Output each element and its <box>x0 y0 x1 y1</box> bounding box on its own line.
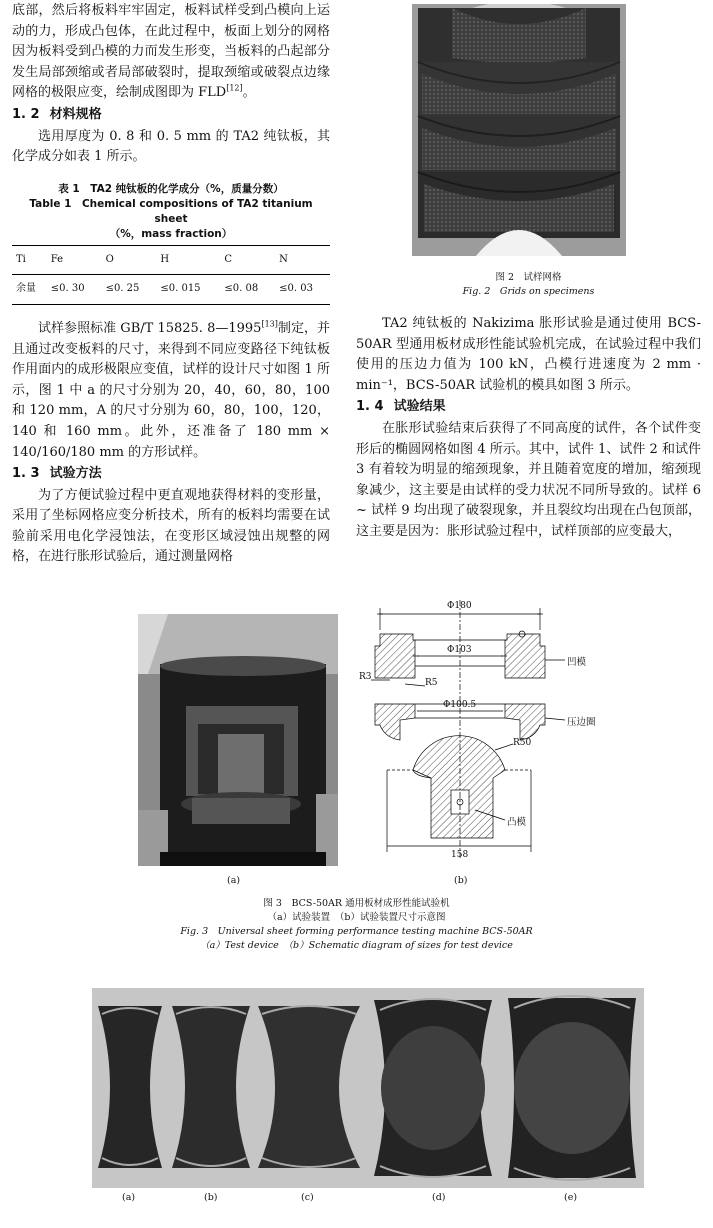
dim-r5: R5 <box>425 678 438 688</box>
figure-3-caption-cn: 图 3 BCS-50AR 通用板材成形性能试验机 <box>263 898 450 909</box>
figure-3b-label: (b) <box>454 875 468 886</box>
method-paragraph: 为了方便试验过程中更直观地获得材料的变形量，采用了坐标网格应变分析技术，所有的板料均需要在试验前采用电化学浸蚀法，在变形区域浸蚀出规整的网格，在进行胀形试验后，通过测量网格 <box>12 487 330 565</box>
figure-3-caption-en: Fig. 3 Universal sheet forming performance testing machine BCS-50AR <box>180 926 533 937</box>
label-die: 凹模 <box>567 657 587 668</box>
figure-3-caption-en-sub: （a）Test device （b）Schematic diagram of sizes for test device <box>200 940 513 951</box>
label-punch: 凸模 <box>507 817 527 828</box>
val-fe: ≤0. 30 <box>47 275 102 305</box>
figure-4-label-b: (b) <box>204 1192 218 1203</box>
figure-3a-label: (a) <box>227 875 241 886</box>
test-device-photo <box>138 614 338 866</box>
val-c: ≤0. 08 <box>220 275 275 305</box>
material-paragraph: 选用厚度为 0. 8 和 0. 5 mm 的 TA2 纯钛板，其化学成分如表 1 所示。 <box>12 128 330 165</box>
section-1-4-heading: 1. 4 试验结果 <box>356 399 446 415</box>
val-n: ≤0. 03 <box>275 275 330 305</box>
nakazima-paragraph: TA2 纯钛板的 Nakizima 胀形试验是通过使用 BCS-50AR 型通用板材成形性能试验机完成，在试验过程中我们使用的压边力值为 100 kN，凸模行进速度为 2 mm · min⁻¹，BCS-50AR 试验机的模具如图 3 所示。 <box>356 316 701 393</box>
table-row <box>12 275 330 305</box>
specimens-photo <box>92 988 644 1188</box>
figure-3a-photo <box>138 614 338 866</box>
table-header-row <box>12 245 330 275</box>
figure-4-label-d: (d) <box>432 1192 446 1203</box>
figure-4-label-a: (a) <box>122 1192 136 1203</box>
figure-2-caption <box>356 271 701 299</box>
col-ti: Ti <box>12 245 47 275</box>
figure-3-caption <box>0 897 713 953</box>
figure-2-caption-en: Fig. 2 Grids on specimens <box>462 286 595 297</box>
figure-4-photo <box>92 988 644 1188</box>
chem-table <box>12 245 330 305</box>
dim-158: 158 <box>451 850 469 860</box>
val-o: ≤0. 25 <box>102 275 157 305</box>
section-1-2-heading: 1. 2 材料规格 <box>12 106 102 122</box>
results-paragraph: 在胀形试验结束后获得了不同高度的试件，各个试件变形后的椭圆网格如图 4 所示。其中，试件 1、试件 2 和试件 3 有着较为明显的缩颈现象，并且随着宽度的增加，缩颈现象减少，这主要是由试样的受力状况不同所导致的。试样 6 ~ 试样 9 均出现了破裂现象，并且裂纹均出现在凸包顶部，这主要是因为：胀形试验过程中，试样顶部的应变最大， <box>356 420 701 539</box>
dim-r3: R3 <box>359 672 372 682</box>
left-column <box>12 1 330 568</box>
figure-3b-diagram <box>355 600 605 865</box>
table-1-title-en2: （%，mass fraction） <box>109 227 233 240</box>
dim-phi100-5: Φ100.5 <box>443 700 477 710</box>
val-ti: 余量 <box>12 275 47 305</box>
table-1-title-en: Table 1 Chemical compositions of TA2 titanium sheet <box>29 197 313 225</box>
right-column <box>356 314 701 543</box>
dim-phi103: Φ103 <box>447 645 472 655</box>
dim-r50: R50 <box>513 738 532 748</box>
col-fe: Fe <box>47 245 102 275</box>
col-c: C <box>220 245 275 275</box>
figure-2 <box>412 4 626 256</box>
col-n: N <box>275 245 330 275</box>
schematic-diagram <box>355 600 605 865</box>
figure-4-label-e: (e) <box>564 1192 578 1203</box>
intro-paragraph: 底部，然后将板料牢牢固定，板料试样受到凸模向上运动的力，形成凸包体，在此过程中，板面上划分的网格因为板料受到凸模的力而发生形变，当板料的凸起部分发生局部颈缩或者局部破裂时，提取颈缩或破裂点边缘网格的极限应变，绘制成图即为 FLD[12]。 <box>12 3 330 101</box>
section-1-3-heading: 1. 3 试验方法 <box>12 466 102 482</box>
label-blank-holder: 压边圈 <box>567 717 596 728</box>
figure-2-image <box>412 4 626 256</box>
val-h: ≤0. 015 <box>156 275 220 305</box>
figure-4-label-c: (c) <box>301 1192 314 1203</box>
specimen-paragraph: 试样参照标准 GB/T 15825. 8—1995[13]制定，并且通过改变板料的尺寸，来得到不同应变路径下纯钛板作用面内的成形极限应变值，试样的设计尺寸如图 1 所示，图 1 中 a 的尺寸分别为 20，40，60，80，100 和 120 mm，A 的尺寸分别为 60，80，100，120，140 和 160 mm。此外，还准备了 180 mm × 140/160/180 mm 的方形试样。 <box>12 319 330 460</box>
figure-2-caption-cn: 图 2 试样网格 <box>495 272 562 283</box>
dim-phi180: Φ180 <box>447 601 472 611</box>
col-h: H <box>156 245 220 275</box>
table-1-title-cn: 表 1 TA2 纯钛板的化学成分（%，质量分数） <box>58 182 284 195</box>
figure-3-caption-cn-sub: （a）试验装置 （b）试验装置尺寸示意图 <box>267 912 446 923</box>
col-o: O <box>102 245 157 275</box>
table-1 <box>12 182 330 305</box>
